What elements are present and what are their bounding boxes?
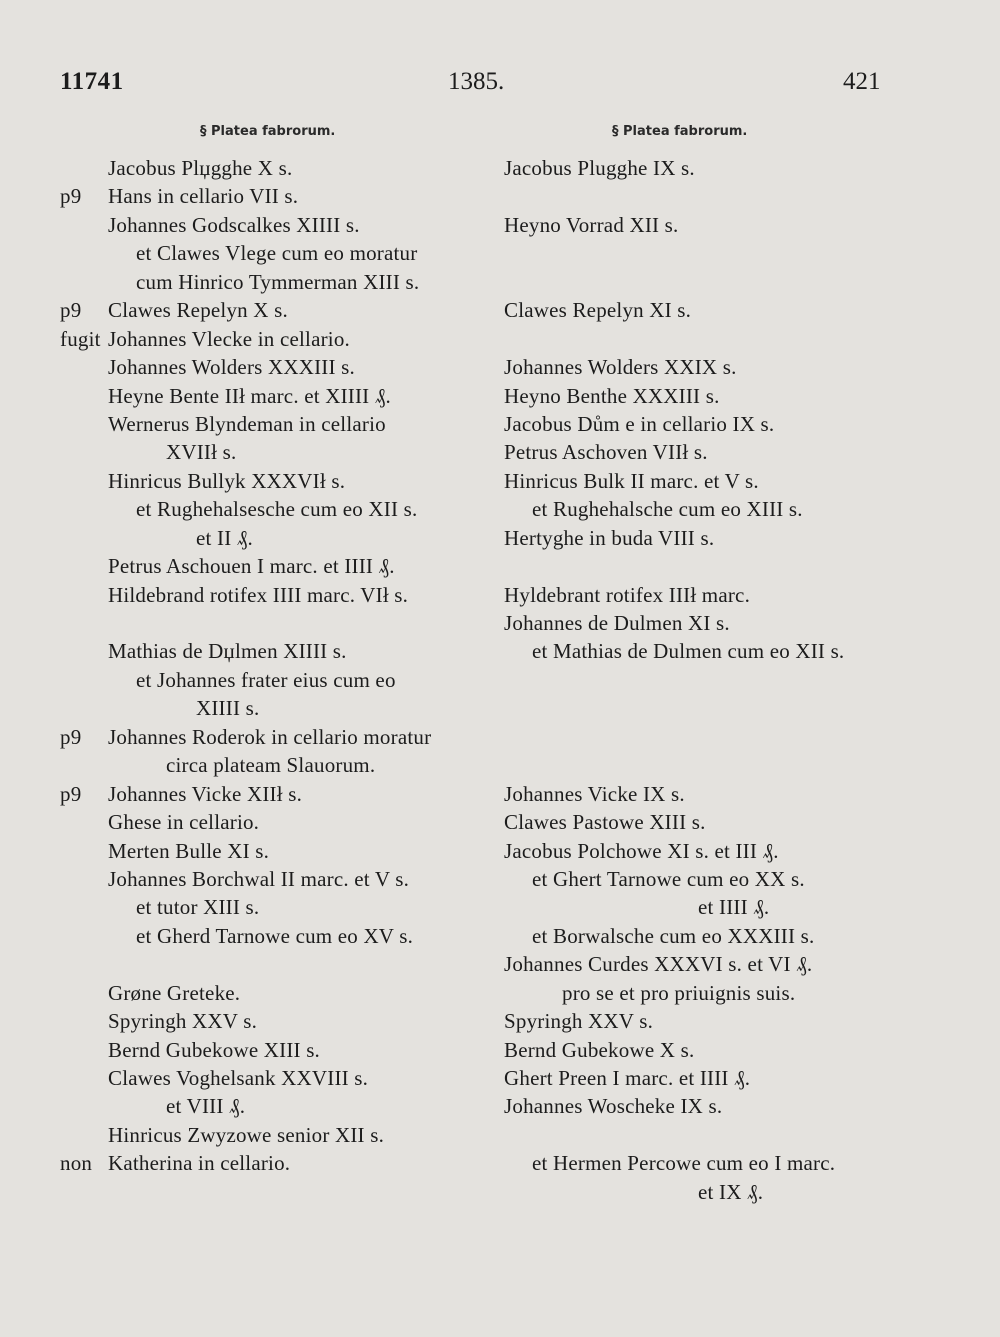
margin-note: p9 (60, 724, 82, 749)
entry-text: Johannes Godscalkes XIIII s. (108, 212, 360, 237)
text-line (0, 296, 500, 324)
text-line (502, 837, 922, 865)
text-line (502, 239, 922, 267)
text-line (502, 1064, 922, 1092)
text-line (0, 1036, 500, 1064)
document-number: 11741 (60, 68, 124, 95)
entry-text: pro se et pro priuignis suis. (562, 980, 796, 1005)
text-line (502, 780, 922, 808)
entry-text: Hinricus Bullyk XXXVIł s. (108, 468, 346, 493)
entry-text: Hans in cellario VII s. (108, 184, 299, 209)
text-line (0, 1092, 500, 1120)
entry-text: Johannes Wolders XXXIII s. (108, 355, 355, 380)
entry-text: Johannes de Dulmen XI s. (504, 611, 730, 635)
entry-text: et Mathias de Dulmen cum eo XII s. (532, 639, 845, 664)
text-line (502, 723, 922, 751)
text-line (502, 467, 922, 495)
text-line (0, 1149, 500, 1177)
text-line (0, 467, 500, 495)
entry-text: Jacobus Polchowe XI s. et III ₰. (504, 838, 779, 863)
text-line (502, 1121, 922, 1149)
entry-text: Johannes Roderok in cellario moratur (108, 724, 432, 749)
text-line (502, 950, 922, 978)
entry-text: Mathias de Dџlmen XIIII s. (108, 639, 347, 664)
text-line (502, 296, 922, 324)
text-line (0, 325, 500, 353)
right-column-heading: § Platea fabrorum. (612, 124, 748, 139)
text-line (0, 751, 500, 779)
text-line (502, 893, 922, 921)
text-line (0, 239, 500, 267)
margin-note: fugit (60, 326, 101, 351)
entry-text: Wernerus Blyndeman in cellario (108, 411, 386, 436)
text-line (502, 1036, 922, 1064)
right-column (502, 154, 922, 1206)
margin-note: non (60, 1151, 93, 1176)
text-line (502, 637, 922, 665)
text-line (502, 1007, 922, 1035)
entry-text: cum Hinrico Tymmerman XIII s. (136, 269, 420, 294)
entry-text: Ghert Preen I marc. et IIII ₰. (504, 1066, 751, 1090)
text-line (0, 1121, 500, 1149)
text-line (0, 893, 500, 921)
text-line (502, 581, 922, 609)
margin-note: p9 (60, 184, 82, 209)
entry-text: Merten Bulle XI s. (108, 838, 270, 863)
text-line (0, 723, 500, 751)
text-line (0, 211, 500, 239)
entry-text: circa plateam Slauorum. (166, 753, 376, 778)
text-line (0, 268, 500, 296)
text-line (502, 268, 922, 296)
text-line (0, 780, 500, 808)
entry-text: et Gherd Tarnowe cum eo XV s. (136, 923, 414, 948)
entry-text: et Rughehalsche cum eo XIII s. (532, 497, 803, 522)
entry-text: Johannes Vicke IX s. (504, 781, 685, 806)
entry-text: Jacobus Plџgghe X s. (108, 156, 293, 180)
page-number: 421 (843, 68, 881, 95)
text-line (502, 808, 922, 836)
text-line (502, 979, 922, 1007)
text-line (502, 552, 922, 580)
left-column-heading: § Platea fabrorum. (200, 124, 336, 139)
text-line (0, 1064, 500, 1092)
text-line (502, 694, 922, 722)
entry-text: Clawes Pastowe XIII s. (504, 810, 706, 835)
text-line (0, 438, 500, 466)
year-heading: 1385. (448, 68, 505, 95)
text-line (0, 609, 500, 637)
text-line (0, 1007, 500, 1035)
entry-text: Hinricus Zwyzowe senior XII s. (108, 1122, 385, 1147)
text-line (502, 1178, 922, 1206)
text-line (0, 154, 500, 182)
text-line (0, 865, 500, 893)
entry-text: Johannes Vlecke in cellario. (108, 326, 350, 351)
text-line (502, 382, 922, 410)
entry-text: Petrus Aschouen I marc. et IIII ₰. (108, 554, 395, 579)
text-line (0, 495, 500, 523)
entry-text: Johannes Vicke XIIł s. (108, 781, 303, 806)
text-line (0, 837, 500, 865)
text-line (0, 353, 500, 381)
text-line (502, 666, 922, 694)
entry-text: Hyldebrant rotifex IIIł marc. (504, 582, 751, 607)
text-line (0, 950, 500, 978)
entry-text: Spyringh XXV s. (504, 1009, 654, 1034)
entry-text: Hildebrand rotifex IIII marc. VIł s. (108, 582, 409, 607)
entry-text: Jacobus Plugghe IX s. (504, 156, 695, 180)
text-line (0, 979, 500, 1007)
text-line (0, 182, 500, 210)
entry-text: et Borwalsche cum eo XXXIII s. (532, 923, 815, 948)
text-line (502, 1092, 922, 1120)
entry-text: et II ₰. (196, 525, 253, 550)
text-line (502, 751, 922, 779)
entry-text: et Clawes Vlege cum eo moratur (136, 241, 418, 266)
text-line (502, 325, 922, 353)
text-line (0, 922, 500, 950)
entry-text: Johannes Curdes XXXVI s. et VI ₰. (504, 952, 813, 977)
text-line (502, 865, 922, 893)
entry-text: Johannes Wolders XXIX s. (504, 355, 737, 380)
text-line (502, 154, 922, 182)
entry-text: Heyno Vorrad XII s. (504, 212, 679, 237)
entry-text: et Ghert Tarnowe cum eo XX s. (532, 866, 805, 891)
entry-text: XIIII s. (196, 696, 260, 721)
entry-text: et VIII ₰. (166, 1094, 246, 1119)
entry-text: Spyringh XXV s. (108, 1009, 258, 1034)
text-line (0, 637, 500, 665)
text-line (502, 410, 922, 438)
entry-text: et IIII ₰. (698, 895, 770, 920)
entry-text: Hertyghe in buda VIII s. (504, 525, 715, 550)
text-line (0, 694, 500, 722)
entry-text: Petrus Aschoven VIIł s. (504, 440, 708, 465)
text-line (0, 552, 500, 580)
entry-text: et Johannes frater eius cum eo (136, 667, 396, 692)
text-line (502, 182, 922, 210)
entry-text: Johannes Borchwal II marc. et V s. (108, 866, 410, 891)
entry-text: Clawes Repelyn X s. (108, 298, 288, 323)
text-line (0, 382, 500, 410)
entry-text: Bernd Gubekowe XIII s. (108, 1037, 321, 1062)
text-line (0, 808, 500, 836)
entry-text: et Rughehalsesche cum eo XII s. (136, 497, 418, 522)
entry-text: et Hermen Percowe cum eo I marc. (532, 1151, 836, 1176)
entry-text: et IX ₰. (698, 1179, 764, 1204)
entry-text: Hinricus Bulk II marc. et V s. (504, 468, 759, 493)
text-line (502, 353, 922, 381)
margin-note: p9 (60, 298, 82, 323)
entry-text: XVIIł s. (166, 440, 237, 465)
text-line (0, 581, 500, 609)
text-line (502, 495, 922, 523)
text-line (502, 524, 922, 552)
text-line (502, 211, 922, 239)
entry-text: Clawes Repelyn XI s. (504, 298, 692, 323)
text-line (0, 666, 500, 694)
entry-text: et tutor XIII s. (136, 895, 260, 920)
entry-text: Katherina in cellario. (108, 1151, 291, 1176)
entry-text: Heyno Benthe XXXIII s. (504, 383, 720, 408)
entry-text: Bernd Gubekowe X s. (504, 1037, 695, 1062)
entry-text: Jacobus Dům e in cellario IX s. (504, 411, 775, 436)
entry-text: Johannes Woscheke IX s. (504, 1094, 723, 1119)
text-line (502, 609, 922, 637)
left-column (0, 154, 500, 1178)
margin-note: p9 (60, 781, 82, 806)
text-line (502, 438, 922, 466)
text-line (502, 1149, 922, 1177)
entry-text: Clawes Voghelsank XXVIII s. (108, 1066, 369, 1090)
entry-text: Grøne Greteke. (108, 980, 241, 1005)
text-line (0, 410, 500, 438)
entry-text: Ghese in cellario. (108, 810, 260, 835)
entry-text: Heyne Bente IIł marc. et XIIII ₰. (108, 383, 391, 408)
text-line (0, 524, 500, 552)
text-line (502, 922, 922, 950)
